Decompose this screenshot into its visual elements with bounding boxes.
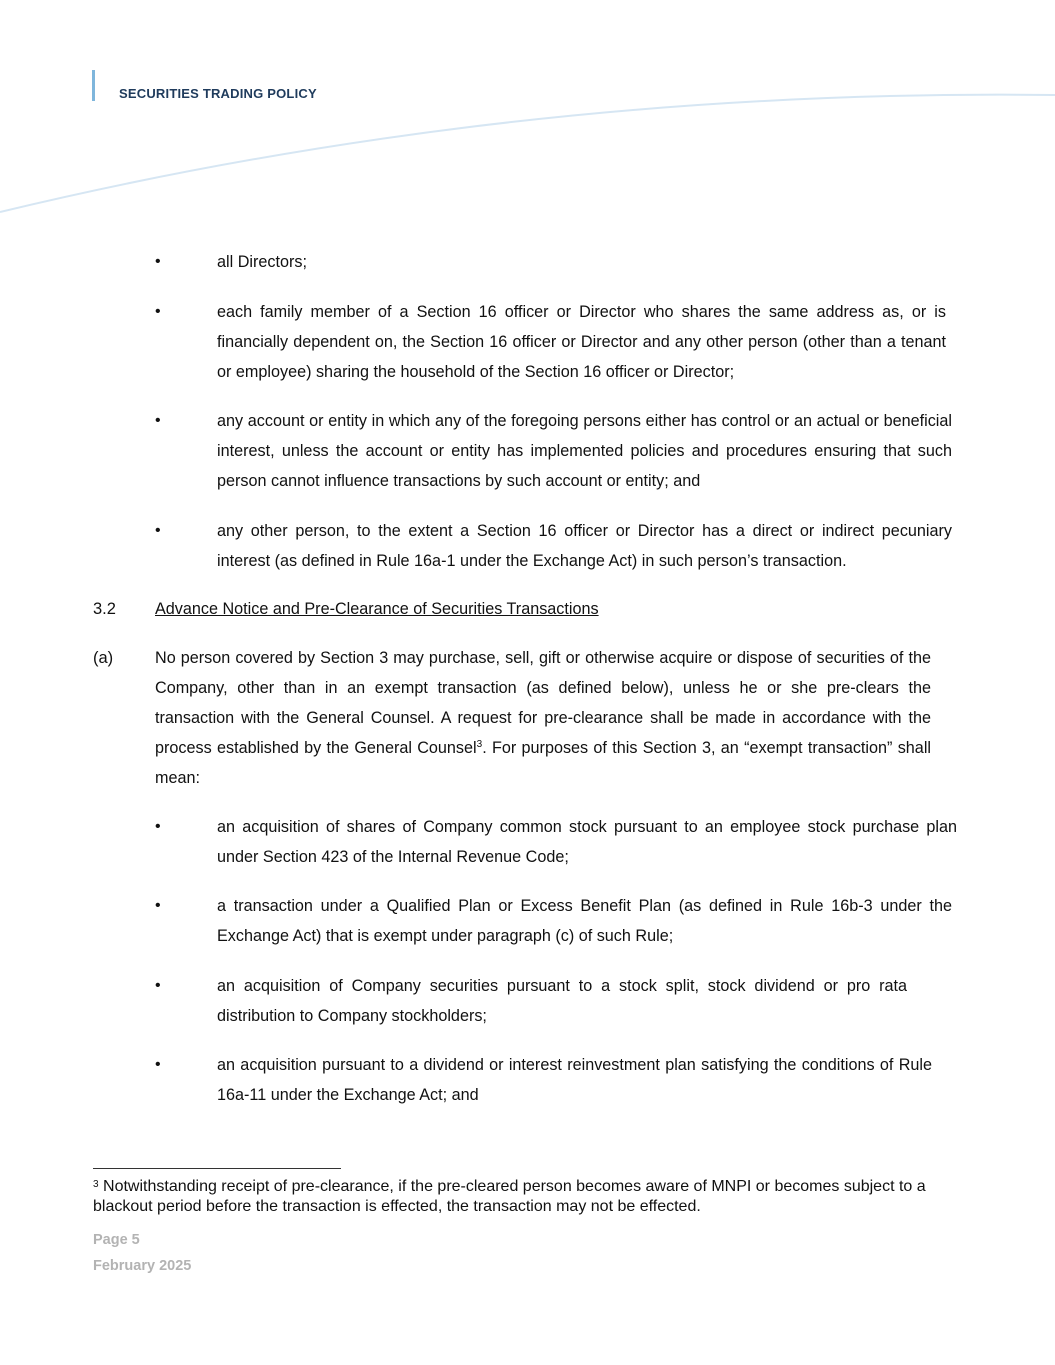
- paragraph-a: [155, 643, 931, 793]
- bullet-dot: •: [155, 897, 161, 914]
- bullet-dot: •: [155, 412, 161, 429]
- section-title: Advance Notice and Pre-Clearance of Securities Transactions: [155, 600, 599, 618]
- bullet-text: an acquisition pursuant to a dividend or interest reinvestment plan satisfying the conditions of Rule 16a-11 under the Exchange Act; and: [217, 1056, 932, 1104]
- footnote-reference[interactable]: 3: [476, 739, 483, 750]
- bullet-text: any account or entity in which any of the foregoing persons either has control or an actual or beneficial interest, unless the account or entity has implemented policies and procedures ensuring that such person cannot influence transactions by such account or entity; and: [217, 412, 952, 490]
- bullet-dot: •: [155, 977, 161, 994]
- bullet-text: an acquisition of Company securities pursuant to a stock split, stock dividend or pro rata distribution to Company stockholders;: [217, 977, 907, 1025]
- bullet-text: each family member of a Section 16 officer or Director who shares the same address as, or is financially dependent on, the Section 16 officer or Director and any other person (other than a tenant or employee) sharing the household of the Section 16 officer or Director;: [217, 303, 946, 381]
- page-number: Page 5: [93, 1232, 140, 1248]
- header-title: SECURITIES TRADING POLICY: [119, 86, 317, 101]
- footnote: [93, 1177, 963, 1217]
- paragraph-a-text-before: No person covered by Section 3 may purchase, sell, gift or otherwise acquire or dispose of securities of the Company, other than in an exempt transaction (as defined below), unless he or she pre-clears the transaction with the General Counsel. A request for pre-clearance shall be made in accordance with the process established by the General Counsel: [155, 649, 931, 757]
- bullet-dot: •: [155, 522, 161, 539]
- bullet-text: any other person, to the extent a Section 16 officer or Director has a direct or indirect pecuniary interest (as defined in Rule 16a-1 under the Exchange Act) in such person’s transaction.: [217, 522, 952, 570]
- paragraph-a-text-after: . For purposes of this Section 3, an “exempt transaction” shall mean:: [155, 739, 932, 787]
- footnote-divider: [93, 1168, 341, 1169]
- bullet-text: all Directors;: [217, 253, 307, 271]
- footer-date: February 2025: [93, 1258, 192, 1274]
- bullet-text: a transaction under a Qualified Plan or Excess Benefit Plan (as defined in Rule 16b-3 under the Exchange Act) that is exempt under paragraph (c) of such Rule;: [217, 897, 952, 945]
- header-swoosh-decoration: [0, 0, 1055, 230]
- header-accent-bar: [92, 70, 95, 101]
- paragraph-label: (a): [93, 649, 114, 667]
- bullet-text: an acquisition of shares of Company common stock pursuant to an employee stock purchase plan under Section 423 of the Internal Revenue Code;: [217, 818, 957, 866]
- bullet-dot: •: [155, 818, 161, 835]
- bullet-dot: •: [155, 303, 161, 320]
- bullet-dot: •: [155, 1056, 161, 1073]
- footnote-text: Notwithstanding receipt of pre-clearance, if the pre-cleared person becomes aware of MNPI or becomes subject to a blackout period before the transaction is effected, the transaction may not be effected.: [93, 1178, 926, 1215]
- bullet-dot: •: [155, 253, 161, 270]
- section-number: 3.2: [93, 600, 116, 618]
- footnote-number: 3: [93, 1179, 99, 1190]
